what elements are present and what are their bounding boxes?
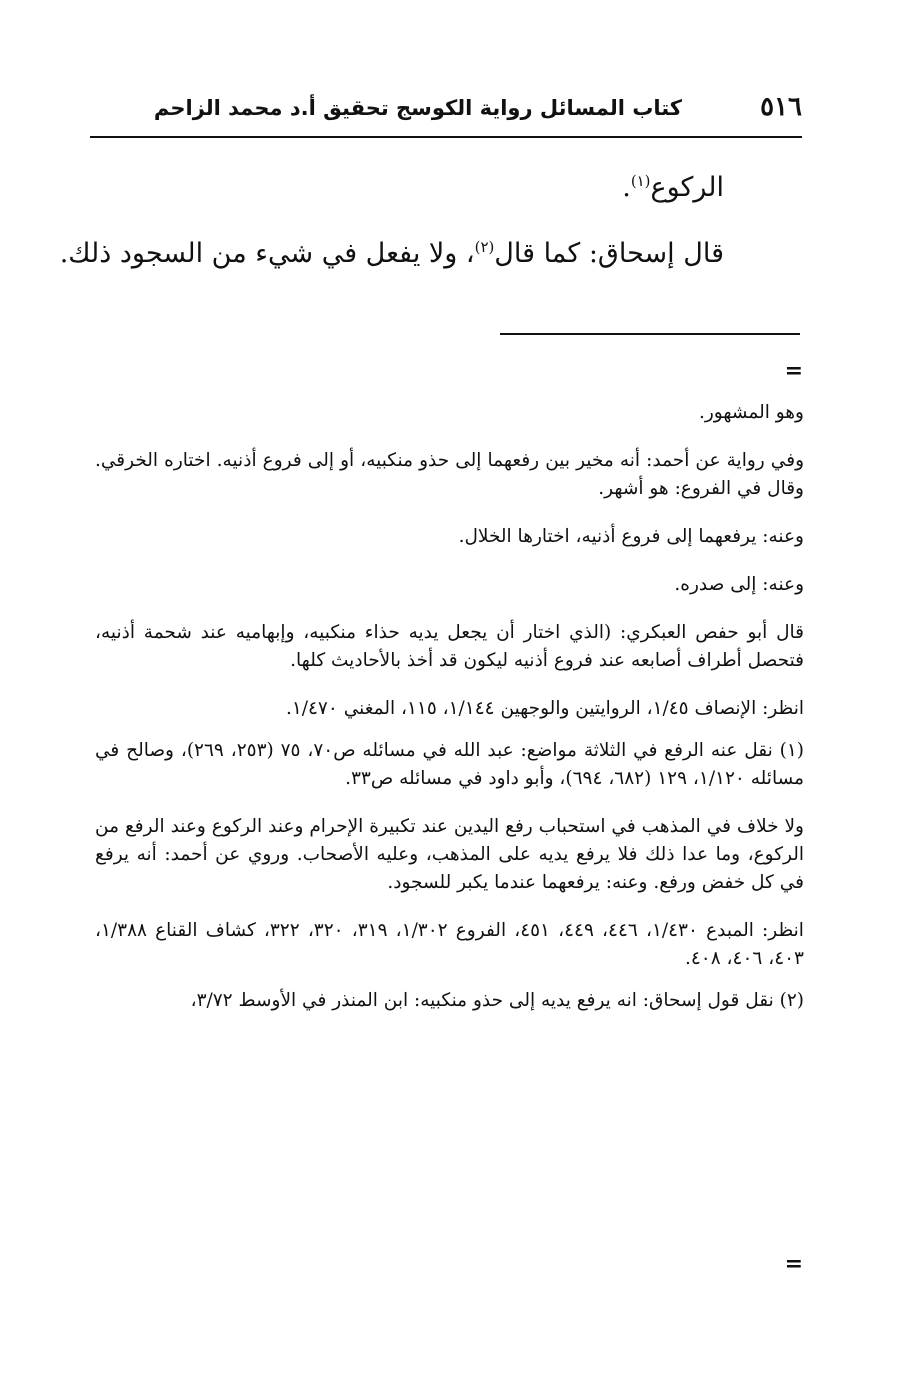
footnotes <box>95 399 804 1015</box>
footnote-ref-2: (٢) <box>474 238 495 256</box>
footnote-1 <box>95 737 804 793</box>
main-line-1-end: . <box>622 172 631 203</box>
footnote-2-text: نقل قول إسحاق: انه يرفع يديه إلى حذو منكبيه: ابن المنذر في الأوسط ٣/٧٢، <box>190 990 774 1011</box>
footnote-separator <box>500 333 800 335</box>
continuation-mark-bottom: = <box>784 1251 803 1277</box>
continued-note-reference: انظر: الإنصاف ١/٤٥، الروايتين والوجهين ١/١٤٤، ١١٥، المغني ١/٤٧٠. <box>285 698 804 719</box>
continuation-mark-top: = <box>784 358 803 384</box>
main-text <box>59 170 724 272</box>
footnote-2-number: (٢) <box>779 990 804 1011</box>
continued-note-line: وهو المشهور. <box>698 402 804 423</box>
page-number: ٥١٦ <box>760 92 802 122</box>
main-line-1-text: الركوع <box>650 172 724 203</box>
footnote-2 <box>95 987 804 1015</box>
footnote-1-text: نقل عنه الرفع في الثلاثة مواضع: عبد الله في مسائله ص٧٠، ٧٥ (٢٥٣، ٢٦٩)، وصالح في مسائله ١/١٢٠، ١٢٩ (٦٨٢، ٦٩٤)، وأبو داود في مسائله ص٣٣. <box>95 740 804 789</box>
main-line-2-start: قال إسحاق: كما قال <box>494 238 724 269</box>
footnote-ref-1: (١) <box>630 172 651 190</box>
footnote-1-paragraph: ولا خلاف في المذهب في استحباب رفع اليدين عند تكبيرة الإحرام وعند الركوع وعند الرفع من الركوع، وما عدا ذلك فلا يرفع يديه على المذهب، وعليه الأصحاب. وروي عن أحمد: أنه يرفع في كل خفض ورفع. وعنه: يرفعهما عندما يكبر للسجود. <box>95 816 804 893</box>
continued-note-paragraph: وعنه: إلى صدره. <box>674 574 804 595</box>
main-line-2 <box>59 236 724 272</box>
footnote-1-number: (١) <box>779 740 804 761</box>
running-title: كتاب المسائل رواية الكوسج تحقيق أ.د محمد الزاحم <box>153 96 682 120</box>
page-header <box>90 92 802 138</box>
continued-note-paragraph: وعنه: يرفعهما إلى فروع أذنيه، اختارها الخلال. <box>458 526 804 547</box>
footnote-1-reference: انظر: المبدع ١/٤٣٠، ٤٤٦، ٤٤٩، ٤٥١، الفروع ١/٣٠٢، ٣١٩، ٣٢٠، ٣٢٢، كشاف القناع ١/٣٨٨، ٤٠٣، ٤٠٦، ٤٠٨. <box>95 920 804 969</box>
continued-note-paragraph: قال أبو حفص العبكري: (الذي اختار أن يجعل يديه حذاء منكبيه، وإبهاميه عند شحمة أذنيه، فتحصل أطراف أصابعه عند فروع أذنيه ليكون قد أخذ بالأحاديث كلها. <box>95 622 804 671</box>
continued-note-paragraph: وفي رواية عن أحمد: أنه مخير بين رفعهما إلى حذو منكبيه، أو إلى فروع أذنيه. اختاره الخرقي. وقال في الفروع: هو أشهر. <box>95 450 804 499</box>
main-line-1 <box>164 170 724 206</box>
main-line-2-end: ، ولا يفعل في شيء من السجود ذلك. <box>59 238 475 269</box>
